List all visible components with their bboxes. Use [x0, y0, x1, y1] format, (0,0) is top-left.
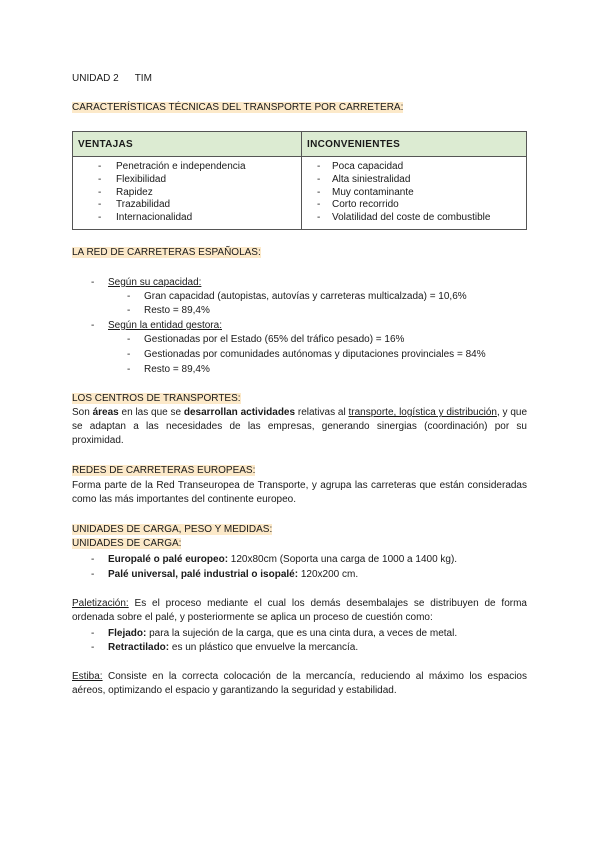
list-item: - Penetración e independencia	[78, 161, 296, 174]
underlined-run: transporte, logística y distribución	[348, 407, 497, 418]
bold-run: áreas	[92, 407, 119, 418]
list-item: - Gran capacidad (autopistas, autovías y carreteras multicalzada) = 10,6%	[127, 291, 467, 302]
text-run: relativas al	[295, 407, 349, 418]
page-header	[72, 72, 152, 85]
list-item-text: Resto = 89,4%	[144, 364, 210, 375]
section-tech-title	[72, 101, 403, 114]
term-run: Paletización:	[72, 598, 129, 609]
red-group-capacidad: - Según su capacidad:	[91, 277, 202, 288]
red-group-capacidad-label: Según su capacidad:	[108, 277, 202, 288]
list-item: - Corto recorrido	[307, 199, 521, 212]
list-item: - Poca capacidad	[307, 161, 521, 174]
red-group-gestora: - Según la entidad gestora:	[91, 320, 222, 331]
advantages-table	[72, 131, 527, 230]
text-run: es un plástico que envuelve la mercancía.	[169, 642, 359, 653]
redes-paragraph	[72, 479, 527, 507]
section-unidades-title	[72, 523, 272, 536]
list-item: - Resto = 89,4%	[127, 364, 210, 375]
list-item: - Muy contaminante	[307, 187, 521, 200]
text-run: Consiste en la correcta colocación de la mercancía, reduciendo al máximo los espacios aéreos, optimizando el espacio y garantizando la seguridad y estabilidad.	[72, 671, 527, 696]
bold-run: Europalé o palé europeo:	[108, 554, 229, 565]
section-tech-title-text: CARACTERÍSTICAS TÉCNICAS DEL TRANSPORTE POR CARRETERA:	[72, 102, 404, 113]
list-item-text: Gestionadas por comunidades autónomas y diputaciones provinciales = 84%	[144, 349, 486, 360]
text-run: , y que se adaptan a las necesidades de las empresas, generando sinergias (coordinación) por su proximidad.	[72, 407, 528, 446]
list-item: - Palé universal, palé industrial o isopalé: 120x200 cm.	[91, 569, 359, 580]
bold-run: Palé universal, palé industrial o isopalé:	[108, 569, 299, 580]
text-run: Son	[72, 407, 93, 418]
text-run: en las que se	[118, 407, 184, 418]
section-centros-title-text: LOS CENTROS DE TRANSPORTES:	[72, 393, 241, 404]
section-unidades-subtitle-text: UNIDADES DE CARGA:	[72, 538, 182, 549]
inconvenientes-list	[307, 161, 521, 225]
ventajas-list	[78, 161, 296, 225]
list-item: - Gestionadas por comunidades autónomas y diputaciones provinciales = 84%	[127, 349, 486, 360]
estiba-paragraph	[72, 670, 527, 698]
section-red-title	[72, 246, 261, 259]
redes-text: Forma parte de la Red Transeuropea de Transporte, y agrupa las carreteras que están consideradas como las más importantes del continente europeo.	[72, 480, 527, 505]
unit-label: UNIDAD 2	[72, 73, 119, 84]
col-header-inconvenientes: INCONVENIENTES	[302, 132, 527, 157]
section-red-title-text: LA RED DE CARRETERAS ESPAÑOLAS:	[72, 247, 261, 258]
section-centros-title	[72, 392, 241, 405]
table-header-row	[73, 132, 527, 157]
list-item: - Alta siniestralidad	[307, 174, 521, 187]
bold-run: Retractilado:	[108, 642, 170, 653]
section-unidades-title-text: UNIDADES DE CARGA, PESO Y MEDIDAS:	[72, 524, 273, 535]
text-run: para la sujeción de la carga, que es una cinta dura, a veces de metal.	[146, 628, 458, 639]
list-item: - Trazabilidad	[78, 199, 296, 212]
red-group-gestora-label: Según la entidad gestora:	[108, 320, 222, 331]
list-item: - Flexibilidad	[78, 174, 296, 187]
list-item-text: Gran capacidad (autopistas, autovías y carreteras multicalzada) = 10,6%	[144, 291, 467, 302]
text-run: 120x200 cm.	[298, 569, 359, 580]
table-body-row	[73, 157, 527, 230]
section-unidades-subtitle	[72, 537, 181, 550]
course-code: TIM	[134, 73, 152, 84]
list-item-text: Gestionadas por el Estado (65% del tráfico pesado) = 16%	[144, 334, 405, 345]
section-redes-title	[72, 464, 255, 477]
paletizacion-paragraph	[72, 597, 527, 625]
text-run: Es el proceso mediante el cual los demás desembalajes se distribuyen de forma ordenada sobre el palé, y posteriormente se aplica un proceso de cuestión como:	[72, 598, 527, 623]
centros-paragraph	[72, 406, 527, 448]
list-item: - Flejado: para la sujeción de la carga, que es una cinta dura, a veces de metal.	[91, 628, 458, 639]
text-run: 120x80cm (Soporta una carga de 1000 a 1400 kg).	[228, 554, 458, 565]
list-item: - Volatilidad del coste de combustible	[307, 212, 521, 225]
col-header-ventajas: VENTAJAS	[73, 132, 302, 157]
ventajas-cell	[73, 157, 302, 230]
inconvenientes-cell	[302, 157, 527, 230]
bold-run: Flejado:	[108, 628, 147, 639]
term-run: Estiba:	[72, 671, 103, 682]
list-item: - Resto = 89,4%	[127, 305, 210, 316]
list-item: - Europalé o palé europeo: 120x80cm (Soporta una carga de 1000 a 1400 kg).	[91, 554, 458, 565]
section-redes-title-text: REDES DE CARRETERAS EUROPEAS:	[72, 465, 256, 476]
list-item: - Rapidez	[78, 187, 296, 200]
list-item-text: Resto = 89,4%	[144, 305, 210, 316]
list-item: - Internacionalidad	[78, 212, 296, 225]
list-item: - Gestionadas por el Estado (65% del tráfico pesado) = 16%	[127, 334, 405, 345]
bold-run: desarrollan actividades	[183, 407, 296, 418]
list-item: - Retractilado: es un plástico que envuelve la mercancía.	[91, 642, 359, 653]
